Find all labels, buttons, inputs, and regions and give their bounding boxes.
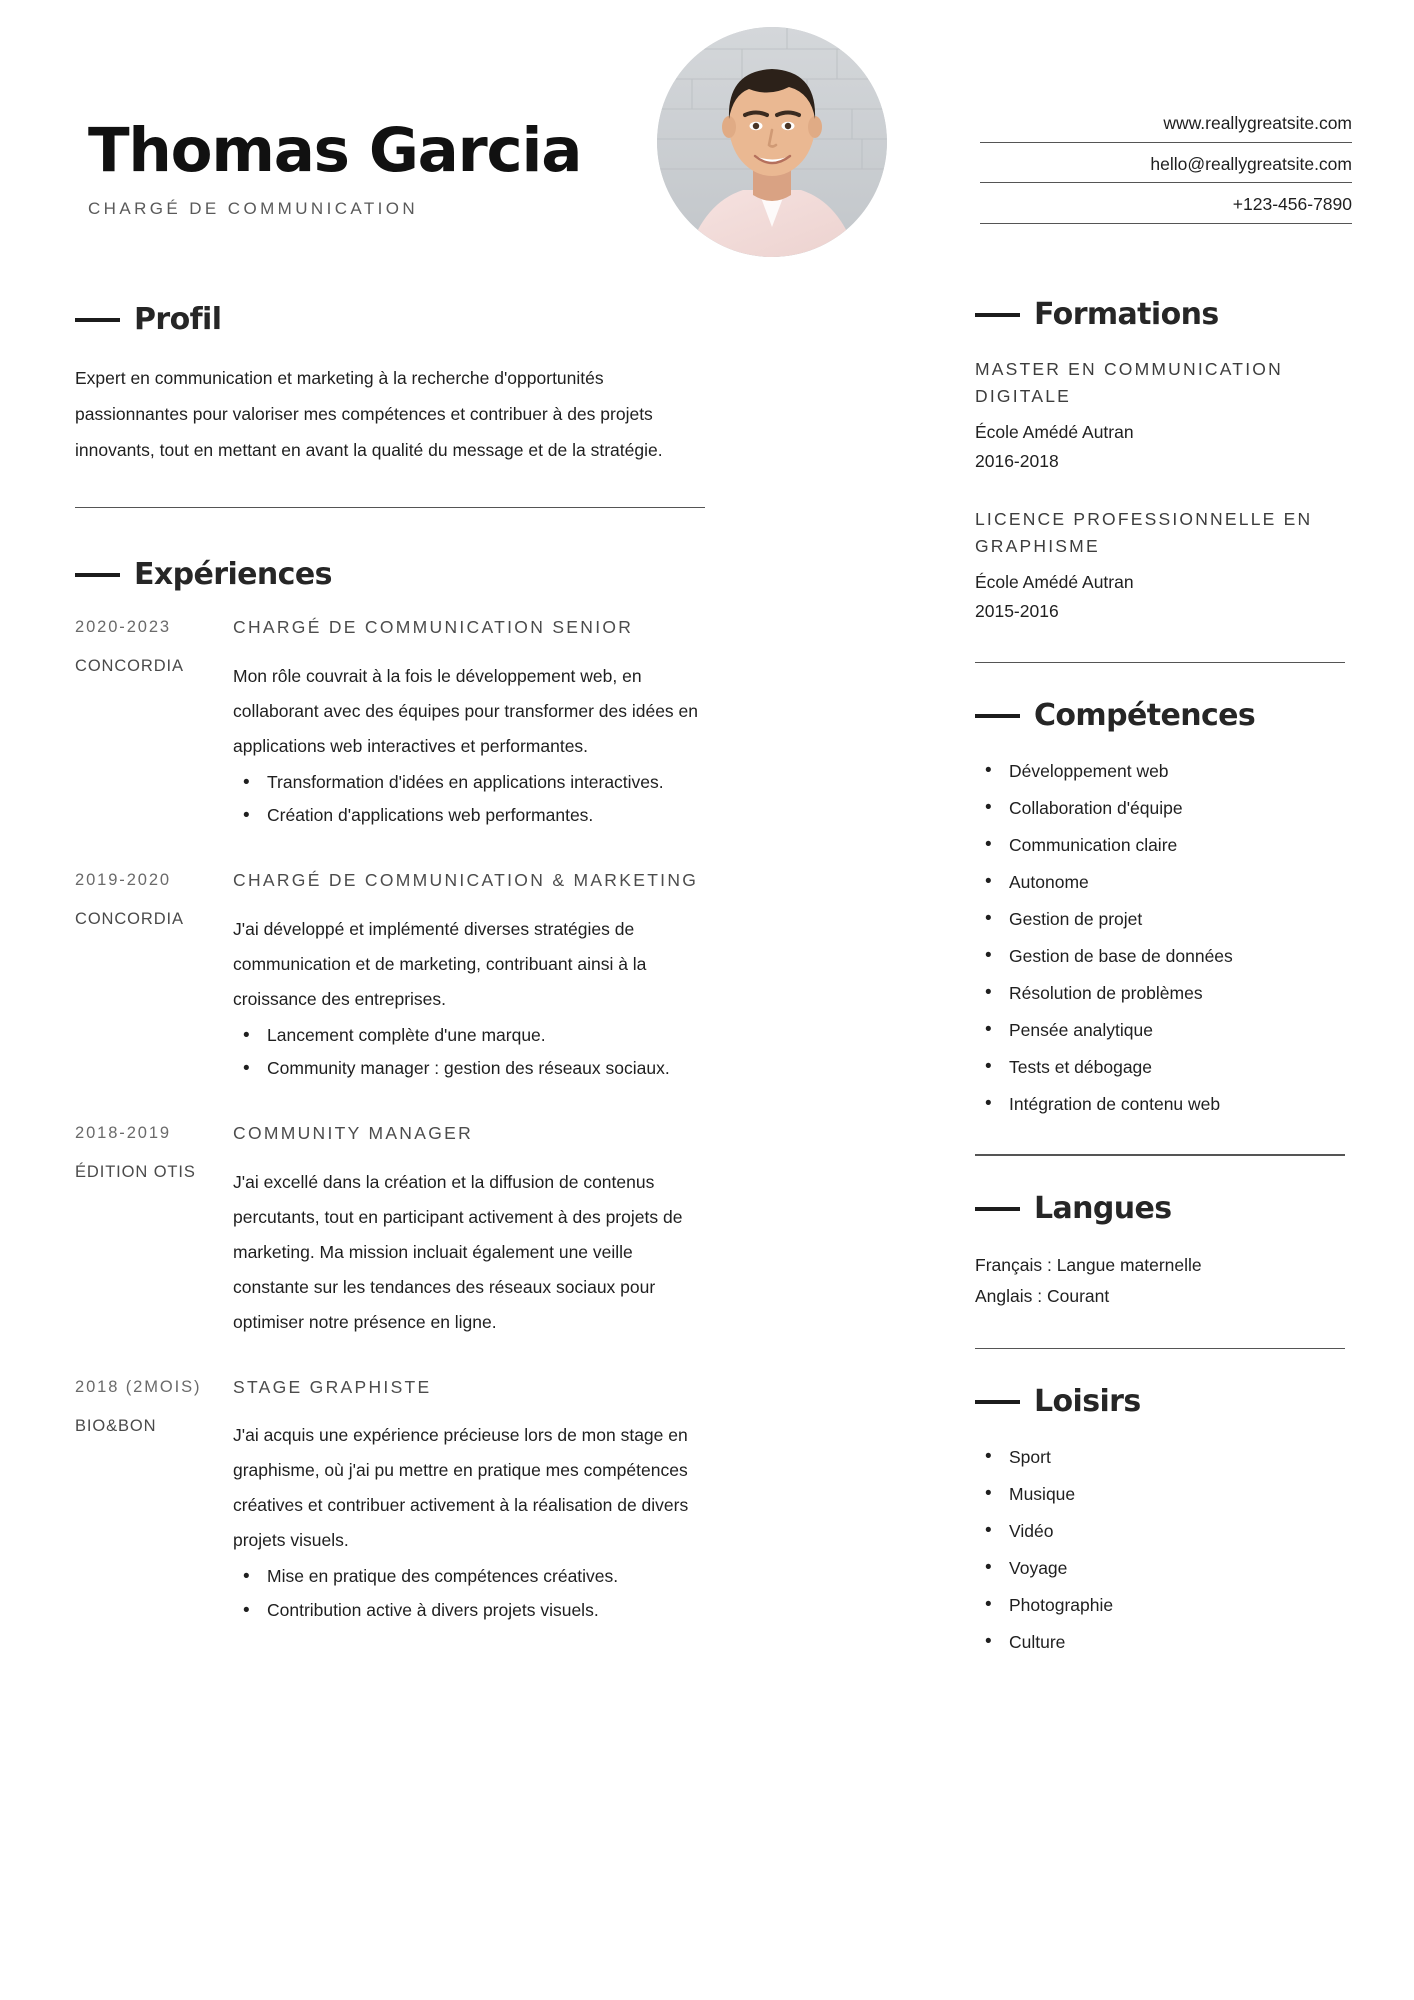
education-degree: LICENCE PROFESSIONNELLE EN GRAPHISME: [975, 508, 1313, 556]
experience-role: COMMUNITY MANAGER: [233, 1122, 474, 1143]
contact-block: [980, 112, 1352, 224]
competences-heading-label: Compétences: [1034, 698, 1256, 734]
experience-body: [233, 1376, 705, 1628]
experience-dates: 2020-2023: [75, 618, 172, 637]
profil-heading-label: Profil: [134, 302, 222, 337]
avatar: [657, 27, 887, 257]
experiences-heading: [75, 557, 705, 593]
formations-heading-label: Formations: [1034, 297, 1219, 332]
profil-text: Expert en communication et marketing à la recherche d'opportunités passionnantes pour valoriser mes compétences et contribuer à des projets innovants, tout en mettant en avant la qualité du message et de la stratégie.: [75, 368, 663, 460]
experiences-heading-label: Expériences: [134, 557, 332, 593]
section-competences: [975, 698, 1345, 1118]
list-item: • Création d'applications web performantes.: [233, 799, 705, 833]
experience-role: CHARGÉ DE COMMUNICATION & MARKETING: [233, 869, 699, 890]
right-divider: [975, 1348, 1345, 1349]
education-school: École Amédé Autran: [975, 422, 1134, 443]
experience-company: CONCORDIA: [75, 909, 184, 928]
experience-description: J'ai développé et implémenté diverses stratégies de communication et de marketing, contribuant ainsi à la croissance des entreprises.: [233, 918, 647, 1009]
experience-description: Mon rôle couvrait à la fois le développement web, en collaborant avec des équipes pour transformer des idées en applications web interactives et performantes.: [233, 665, 698, 756]
list-item: • Lancement complète d'une marque.: [233, 1019, 705, 1053]
language-item: Anglais : Courant: [975, 1285, 1110, 1306]
experience-meta: [75, 1122, 233, 1340]
loisirs-list: [975, 1443, 1345, 1656]
list-item: • Vidéo: [975, 1517, 1345, 1545]
right-divider: [975, 1154, 1345, 1155]
experience-entry: [75, 616, 705, 833]
left-divider: [75, 507, 705, 508]
competences-heading: [975, 698, 1345, 734]
list-item: • Culture: [975, 1628, 1345, 1656]
heading-dash-icon: [975, 714, 1020, 718]
left-column: [75, 300, 705, 1664]
competences-list: [975, 757, 1345, 1118]
list-item: • Communication claire: [975, 831, 1345, 859]
experience-dates: 2018-2019: [75, 1123, 172, 1142]
experience-description: J'ai excellé dans la création et la diffusion de contenus percutants, tout en participant activement à des projets de marketing. Ma mission incluait également une veille constante sur les tendances des réseaux sociaux pour optimiser notre présence en ligne.: [233, 1171, 683, 1332]
experience-body: [233, 869, 705, 1086]
experience-meta: [75, 1376, 233, 1628]
experience-meta: [75, 869, 233, 1086]
list-item: • Développement web: [975, 757, 1345, 785]
experience-entry: [75, 1122, 705, 1340]
experience-company: ÉDITION OTIS: [75, 1162, 196, 1181]
list-item: • Tests et débogage: [975, 1053, 1345, 1081]
section-langues: [975, 1190, 1345, 1312]
list-item: • Gestion de base de données: [975, 942, 1345, 970]
resume-header: [0, 0, 1414, 300]
list-item: • Musique: [975, 1480, 1345, 1508]
list-item: • Transformation d'idées en applications interactives.: [233, 766, 705, 800]
education-degree: MASTER EN COMMUNICATION DIGITALE: [975, 359, 1283, 406]
experience-bullets: [233, 1560, 705, 1627]
education-school: École Amédé Autran: [975, 572, 1134, 593]
list-item: • Photographie: [975, 1591, 1345, 1619]
langues-heading: [975, 1190, 1345, 1226]
contact-website[interactable]: www.reallygreatsite.com: [980, 112, 1352, 143]
name-block: [88, 115, 688, 219]
experience-body: [233, 1122, 705, 1340]
loisirs-heading: [975, 1384, 1345, 1420]
list-item: • Résolution de problèmes: [975, 979, 1345, 1007]
experience-bullets: [233, 766, 705, 833]
education-entry: [975, 356, 1345, 476]
list-item: • Contribution active à divers projets visuels.: [233, 1594, 705, 1628]
experience-role: CHARGÉ DE COMMUNICATION SENIOR: [233, 617, 634, 638]
candidate-job-title: CHARGÉ DE COMMUNICATION: [88, 199, 419, 218]
profil-heading: [75, 302, 705, 337]
experience-meta: [75, 616, 233, 833]
experience-body: [233, 616, 705, 833]
experience-entry: [75, 869, 705, 1086]
list-item: • Voyage: [975, 1554, 1345, 1582]
heading-dash-icon: [975, 313, 1020, 317]
heading-dash-icon: [975, 1400, 1020, 1404]
education-years: 2016-2018: [975, 451, 1059, 472]
list-item: • Gestion de projet: [975, 905, 1345, 933]
right-column: [975, 297, 1345, 1665]
contact-email[interactable]: hello@reallygreatsite.com: [980, 153, 1352, 184]
section-loisirs: [975, 1384, 1345, 1656]
list-item: • Sport: [975, 1443, 1345, 1471]
list-item: • Autonome: [975, 868, 1345, 896]
list-item: • Collaboration d'équipe: [975, 794, 1345, 822]
list-item: • Pensée analytique: [975, 1016, 1345, 1044]
loisirs-heading-label: Loisirs: [1034, 1384, 1141, 1420]
experience-company: BIO&BON: [75, 1416, 157, 1435]
experience-role: STAGE GRAPHISTE: [233, 1376, 432, 1397]
section-formations: [975, 297, 1345, 626]
avatar-photo: [657, 27, 887, 257]
contact-phone[interactable]: +123-456-7890: [980, 193, 1352, 224]
heading-dash-icon: [975, 1207, 1020, 1211]
section-experiences: [75, 557, 705, 1628]
experience-dates: 2018 (2MOIS): [75, 1377, 202, 1396]
right-divider: [975, 662, 1345, 663]
education-years: 2015-2016: [975, 601, 1059, 621]
experience-company: CONCORDIA: [75, 657, 184, 676]
experience-description: J'ai acquis une expérience précieuse lors de mon stage en graphisme, où j'ai pu mettre en pratique mes compétences créatives et contribuer activement à la réalisation de divers projets visuels.: [233, 1425, 689, 1551]
list-item: • Community manager : gestion des réseaux sociaux.: [233, 1052, 705, 1086]
language-item: Français : Langue maternelle: [975, 1254, 1202, 1275]
langues-heading-label: Langues: [1034, 1190, 1172, 1226]
section-profil: [75, 302, 705, 469]
list-item: • Intégration de contenu web: [975, 1090, 1345, 1118]
experience-dates: 2019-2020: [75, 870, 172, 889]
heading-dash-icon: [75, 573, 120, 577]
list-item: • Mise en pratique des compétences créatives.: [233, 1560, 705, 1594]
experience-entry: [75, 1376, 705, 1628]
heading-dash-icon: [75, 318, 120, 322]
formations-heading: [975, 297, 1345, 332]
candidate-name: Thomas Garcia: [88, 115, 582, 186]
experience-bullets: [233, 1019, 705, 1086]
education-entry: [975, 506, 1345, 626]
